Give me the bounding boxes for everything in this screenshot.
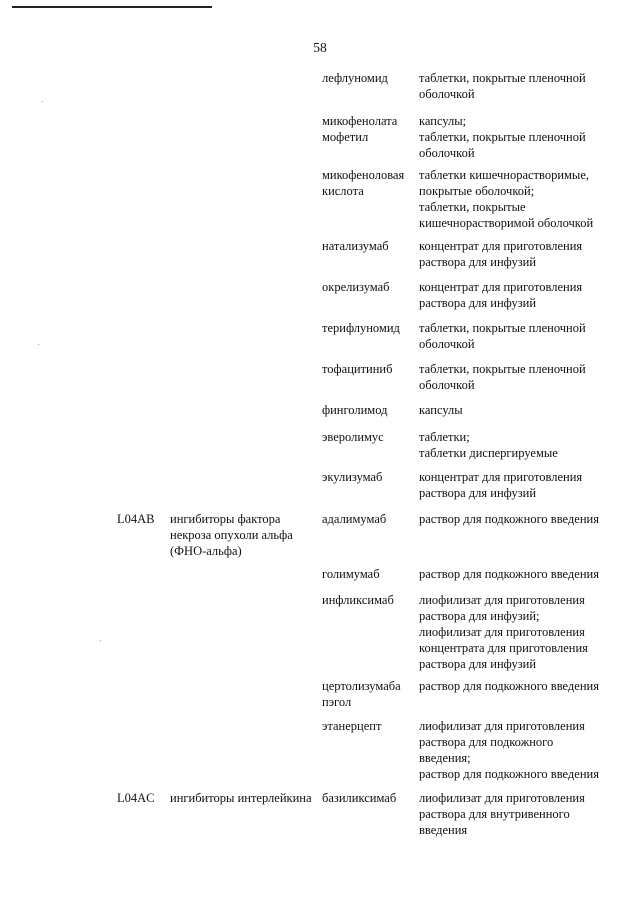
drug-name-line: тофацитиниб: [322, 362, 393, 376]
dosage-form-line: таблетки;: [419, 430, 470, 444]
dosage-form: [419, 566, 614, 582]
dosage-form-line: раствор для подкожного введения: [419, 512, 599, 526]
dosage-form-line: оболочкой: [419, 87, 475, 101]
dosage-form-line: таблетки, покрытые пленочной: [419, 130, 586, 144]
atc-code-line: L04AC: [117, 791, 155, 805]
drug-name-line: голимумаб: [322, 567, 380, 581]
drug-name: [322, 320, 417, 336]
dosage-form: [419, 718, 614, 782]
dosage-form-line: раствора для внутривенного: [419, 807, 570, 821]
drug-name: [322, 511, 417, 527]
drug-name-line: микофеноловая: [322, 168, 405, 182]
dosage-form: [419, 279, 614, 311]
dosage-form-line: таблетки кишечнорастворимые,: [419, 168, 589, 182]
drug-name-line: терифлуномид: [322, 321, 400, 335]
dosage-form-line: таблетки диспергируемые: [419, 446, 558, 460]
dosage-form-line: капсулы: [419, 403, 463, 417]
drug-name-line: адалимумаб: [322, 512, 387, 526]
atc-group-name: [170, 511, 320, 559]
dosage-form-line: раствора для инфузий: [419, 255, 537, 269]
dosage-form-line: таблетки, покрытые пленочной: [419, 71, 586, 85]
atc-group-name-line: некроза опухоли альфа: [170, 528, 293, 542]
dosage-form-line: таблетки, покрытые: [419, 200, 526, 214]
dosage-form-line: раствор для подкожного введения: [419, 767, 599, 781]
dosage-form-line: введения;: [419, 751, 471, 765]
page-number: 58: [313, 40, 327, 55]
dosage-form: [419, 469, 614, 501]
atc-group-name-line: (ФНО-альфа): [170, 544, 242, 558]
drug-name-line: эверолимус: [322, 430, 384, 444]
drug-name: [322, 279, 417, 295]
dosage-form-line: лиофилизат для приготовления: [419, 791, 585, 805]
dosage-form-line: раствора для инфузий;: [419, 609, 540, 623]
dosage-form: [419, 167, 614, 231]
drug-name: [322, 402, 417, 418]
atc-code-line: L04AB: [117, 512, 155, 526]
drug-name: [322, 566, 417, 582]
drug-name: [322, 167, 417, 199]
drug-name-line: окрелизумаб: [322, 280, 390, 294]
dosage-form: [419, 70, 614, 102]
dosage-form-line: концентрат для приготовления: [419, 239, 583, 253]
dosage-form-line: концентрат для приготовления: [419, 280, 583, 294]
scan-mark: [38, 344, 39, 345]
drug-name-line: финголимод: [322, 403, 388, 417]
drug-name-line: инфликсимаб: [322, 593, 394, 607]
drug-name-line: натализумаб: [322, 239, 389, 253]
atc-group-name-line: ингибиторы фактора: [170, 512, 281, 526]
drug-name-line: микофенолата: [322, 114, 398, 128]
dosage-form: [419, 113, 614, 161]
scan-mark: [100, 640, 101, 641]
dosage-form: [419, 511, 614, 527]
drug-name: [322, 70, 417, 86]
drug-name: [322, 592, 417, 608]
drug-name: [322, 469, 417, 485]
drug-name: [322, 790, 417, 806]
drug-name: [322, 678, 417, 710]
atc-code: [117, 511, 155, 527]
dosage-form-line: лиофилизат для приготовления: [419, 593, 585, 607]
drug-name-line: мофетил: [322, 130, 369, 144]
dosage-form-line: раствора для подкожного: [419, 735, 554, 749]
atc-code: [117, 790, 155, 806]
drug-name: [322, 429, 417, 445]
dosage-form-line: оболочкой: [419, 378, 475, 392]
dosage-form-line: раствора для инфузий: [419, 486, 537, 500]
dosage-form-line: оболочкой: [419, 337, 475, 351]
drug-name-line: лефлуномид: [322, 71, 388, 85]
dosage-form: [419, 790, 614, 838]
dosage-form: [419, 429, 614, 461]
scan-mark: [42, 101, 43, 102]
dosage-form-line: оболочкой: [419, 146, 475, 160]
dosage-form-line: раствор для подкожного введения: [419, 679, 599, 693]
dosage-form-line: раствор для подкожного введения: [419, 567, 599, 581]
drug-name: [322, 361, 417, 377]
dosage-form-line: таблетки, покрытые пленочной: [419, 321, 586, 335]
dosage-form-line: раствора для инфузий: [419, 657, 537, 671]
drug-name-line: пэгол: [322, 695, 352, 709]
dosage-form-line: лиофилизат для приготовления: [419, 625, 585, 639]
dosage-form-line: капсулы;: [419, 114, 467, 128]
drug-name-line: цертолизумаба: [322, 679, 401, 693]
drug-name: [322, 113, 417, 145]
dosage-form: [419, 238, 614, 270]
dosage-form-line: введения: [419, 823, 468, 837]
dosage-form-line: кишечнорастворимой оболочкой: [419, 216, 594, 230]
atc-group-name: [170, 790, 320, 806]
drug-name-line: этанерцепт: [322, 719, 382, 733]
drug-name: [322, 718, 417, 734]
dosage-form-line: покрытые оболочкой;: [419, 184, 535, 198]
dosage-form-line: раствора для инфузий: [419, 296, 537, 310]
dosage-form: [419, 361, 614, 393]
atc-group-name-line: ингибиторы интерлейкина: [170, 791, 312, 805]
drug-name-line: базиликсимаб: [322, 791, 397, 805]
drug-name: [322, 238, 417, 254]
dosage-form-line: лиофилизат для приготовления: [419, 719, 585, 733]
dosage-form-line: концентрата для приготовления: [419, 641, 588, 655]
dosage-form: [419, 678, 614, 694]
drug-name-line: экулизумаб: [322, 470, 383, 484]
top-rule: [12, 6, 212, 8]
dosage-form: [419, 592, 614, 672]
dosage-form-line: концентрат для приготовления: [419, 470, 583, 484]
dosage-form: [419, 320, 614, 352]
dosage-form: [419, 402, 614, 418]
drug-name-line: кислота: [322, 184, 364, 198]
dosage-form-line: таблетки, покрытые пленочной: [419, 362, 586, 376]
